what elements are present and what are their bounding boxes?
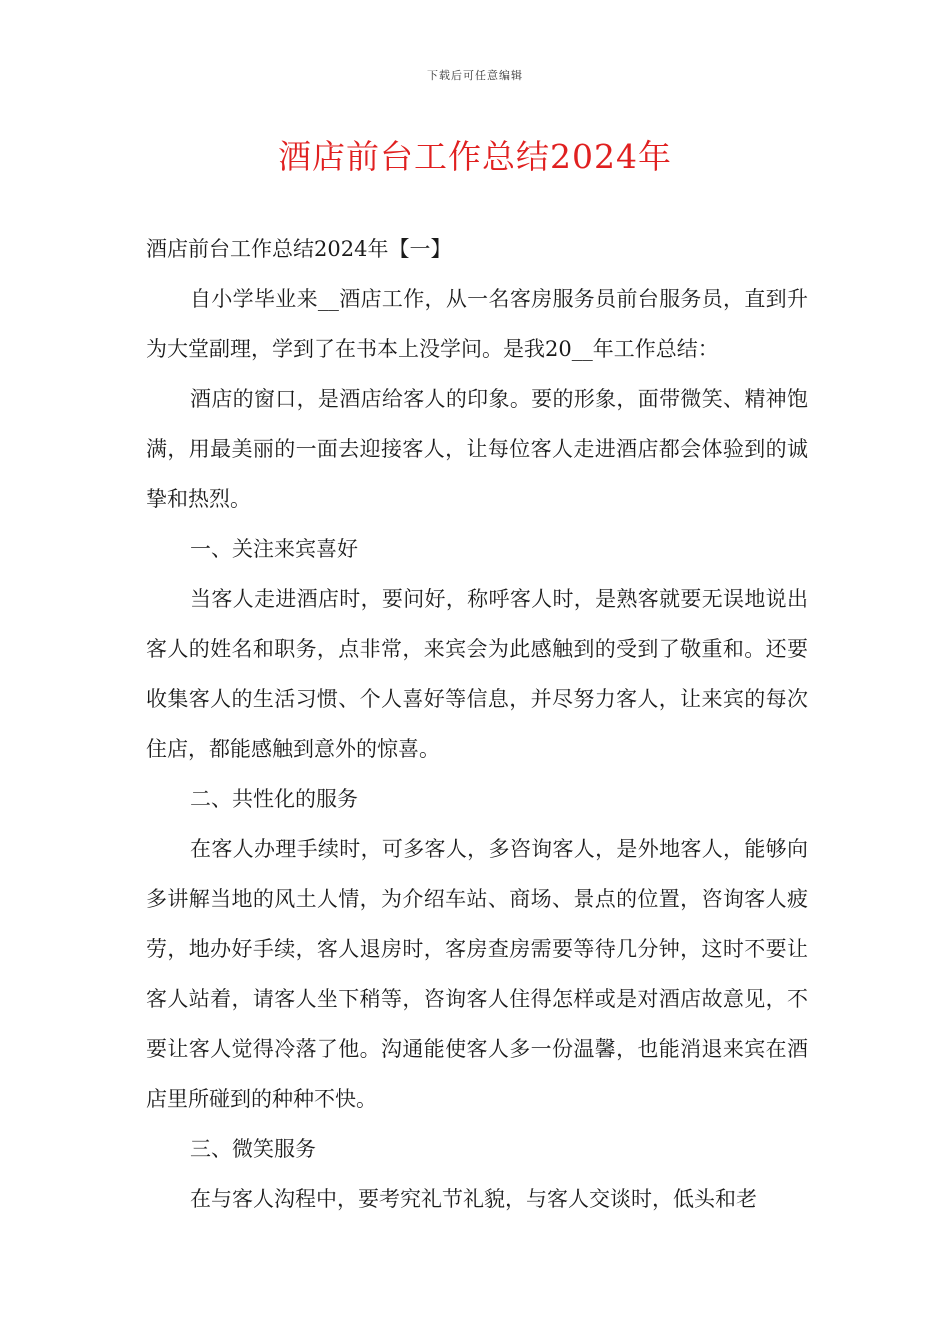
document-title: 酒店前台工作总结2024年: [278, 137, 672, 176]
subheading-guest-preferences: 一、关注来宾喜好: [190, 537, 358, 561]
header-note: 下载后可任意编辑: [427, 69, 523, 82]
subheading-personalized-service: 二、共性化的服务: [190, 787, 358, 811]
subheading-smile-service: 三、微笑服务: [190, 1137, 316, 1161]
paragraph-intro: 自小学毕业来__酒店工作，从一名客房服务员前台服务员，直到升为大堂副理，学到了在书本上没学问。是我20__年工作总结：: [146, 287, 808, 361]
paragraph-personalized-service: 在客人办理手续时，可多客人，多咨询客人，是外地客人，能够向多讲解当地的风土人情，为介绍车站、商场、景点的位置，咨询客人疲劳，地办好手续，客人退房时，客房查房需要等待几分钟，这时不要让客人站着，请客人坐下稍等，咨询客人住得怎样或是对酒店故意见，不要让客人觉得冷落了他。沟通能使客人多一份温馨，也能消退来宾在酒店里所碰到的种种不快。: [146, 837, 808, 1111]
paragraph-guest-preferences: 当客人走进酒店时，要问好，称呼客人时，是熟客就要无误地说出客人的姓名和职务，点非常，来宾会为此感触到的受到了敬重和。还要收集客人的生活习惯、个人喜好等信息，并尽努力客人，让来宾的每次住店，都能感触到意外的惊喜。: [146, 587, 808, 761]
document-body: [146, 224, 808, 1224]
section-heading: 酒店前台工作总结2024年【一】: [146, 237, 452, 261]
paragraph-window: 酒店的窗口，是酒店给客人的印象。要的形象，面带微笑、精神饱满，用最美丽的一面去迎接客人，让每位客人走进酒店都会体验到的诚挚和热烈。: [146, 387, 808, 511]
paragraph-smile-service: 在与客人沟程中，要考究礼节礼貌，与客人交谈时，低头和老: [190, 1187, 757, 1211]
